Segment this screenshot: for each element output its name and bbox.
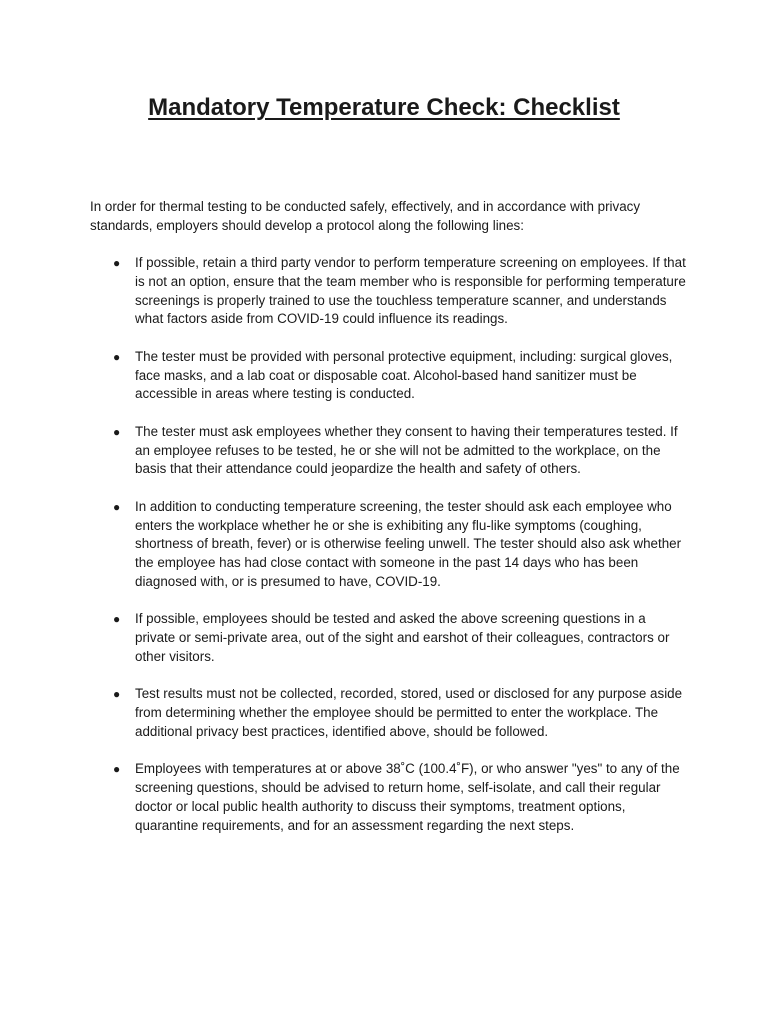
intro-paragraph: In order for thermal testing to be conducted safely, effectively, and in accordance with privacy standards, employers should develop a protocol along the following lines: — [90, 199, 641, 233]
bullet-icon: ● — [113, 349, 121, 364]
checklist-item-text: In addition to conducting temperature screening, the tester should ask each employee who enters the workplace whether he or she is exhibiting any flu-like symptoms (coughing, shortness of breath, fever) or is otherwise feeling unwell. The tester should also ask whether the employee has had close contact with someone in the past 14 days who has been diagnosed with, or is presumed to have, COVID-19. — [135, 498, 682, 589]
checklist-item — [0, 760, 687, 835]
checklist-item-text: The tester must be provided with personal protective equipment, including: surgical gloves, face masks, and a lab coat or disposable coat. Alcohol-based hand sanitizer must be accessible in areas where testing is conducted. — [135, 348, 673, 402]
checklist-item-text: Employees with temperatures at or above 38˚C (100.4˚F), or who answer "yes" to any of the screening questions, should be advised to return home, self-isolate, and call their regular doctor or local public health authority to discuss their symptoms, treatment options, quarantine requirements, and for an assessment regarding the next steps. — [135, 761, 680, 833]
checklist-item — [0, 685, 687, 741]
checklist-item — [0, 423, 687, 479]
page-title: Mandatory Temperature Check: Checklist — [148, 94, 620, 121]
checklist-item — [0, 610, 687, 666]
checklist-item — [0, 348, 687, 404]
bullet-icon: ● — [113, 424, 121, 439]
bullet-icon: ● — [113, 762, 121, 777]
checklist-item — [0, 498, 687, 592]
checklist-item-text: If possible, retain a third party vendor to perform temperature screening on employees. If that is not an option, ensure that the team member who is responsible for performing temperature screenings is properly trained to use the touchless temperature scanner, and understands what factors aside from COVID-19 could influence its readings. — [135, 255, 686, 327]
bullet-icon: ● — [113, 612, 121, 627]
checklist-item-text: If possible, employees should be tested and asked the above screening questions in a private or semi-private area, out of the sight and earshot of their colleagues, contractors or other visitors. — [135, 611, 670, 664]
checklist-item-text: Test results must not be collected, recorded, stored, used or disclosed for any purpose aside from determining whether the employee should be permitted to enter the workplace. The additional privacy best practices, identified above, should be followed. — [135, 686, 683, 739]
checklist — [0, 254, 768, 854]
bullet-icon: ● — [113, 499, 121, 514]
checklist-item — [0, 254, 687, 329]
bullet-icon: ● — [113, 256, 121, 270]
bullet-icon: ● — [113, 687, 121, 702]
checklist-item-text: The tester must ask employees whether they consent to having their temperatures tested. If an employee refuses to be tested, he or she will not be admitted to the workplace, on the basis that their attendance could jeopardize the health and safety of others. — [135, 423, 678, 477]
